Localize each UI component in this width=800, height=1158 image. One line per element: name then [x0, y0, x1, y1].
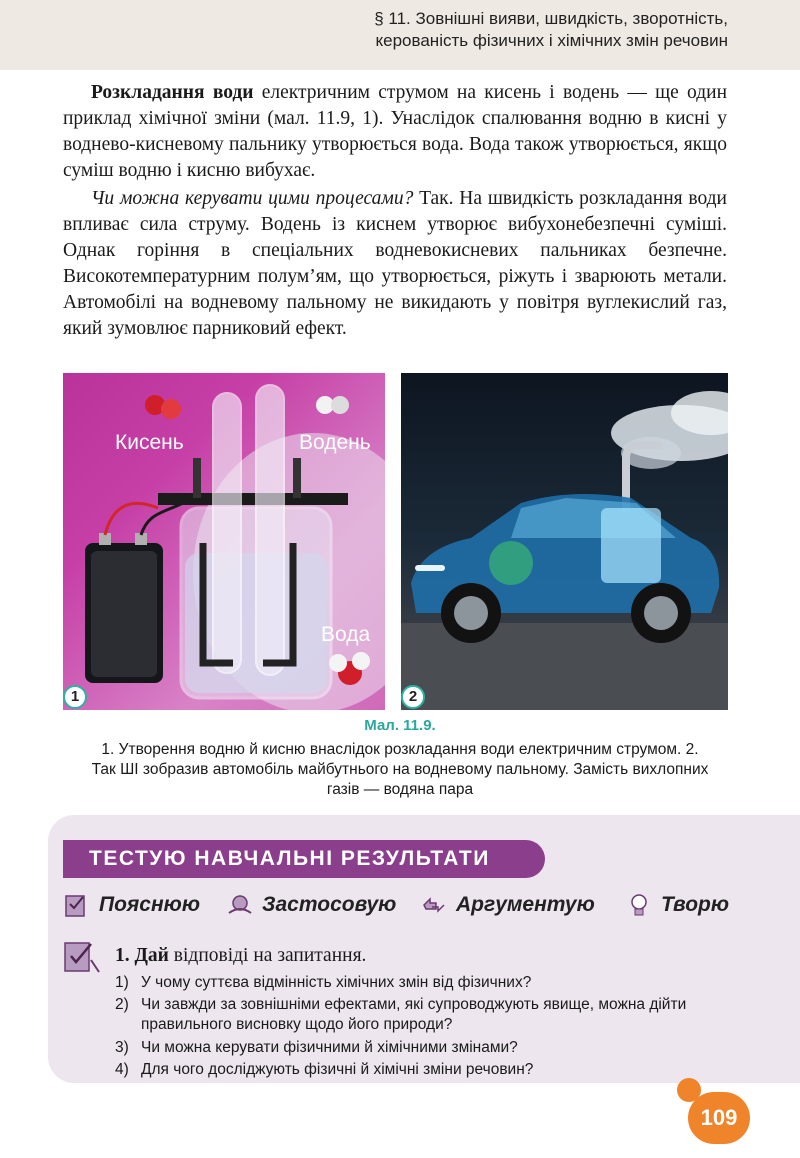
thumbs-icon [420, 891, 448, 919]
category-create [625, 890, 729, 920]
test-section-banner: ТЕСТУЮ НАВЧАЛЬНІ РЕЗУЛЬТАТИ [63, 840, 545, 878]
task-1-title-bold: 1. Дай [115, 945, 169, 966]
paragraph-control [63, 186, 727, 342]
task-1-title-rest: відповіді на запитання. [168, 945, 367, 966]
category-create-label: Творю [661, 893, 730, 916]
car-illustration [401, 373, 728, 710]
category-apply [226, 890, 396, 920]
category-apply-label: Застосовую [262, 893, 397, 916]
hands-gear-icon [226, 891, 254, 919]
paragraph-water-decomposition [63, 80, 727, 184]
paragraph2-text: Так. На швидкість розкладання води впливає сила струму. Водень із киснем утворює вибухонебезпечні суміші. Однак горіння в спеціальних водневокисневих пальниках безпечне. Високотемпературним полум’ям, що утворюється, ріжуть і зварюють метали. Автомобілі на водневому пальному не викидають у повітря вуглекислий газ, який зумовлює парниковий ефект. [63, 188, 727, 339]
category-argue [420, 890, 595, 920]
checklist-icon [63, 891, 91, 919]
section-title [374, 8, 728, 52]
question-4-text: Для чого досліджують фізичні й хімічні зміни речовин? [141, 1061, 534, 1078]
page-header [0, 0, 800, 70]
label-water: Вода [321, 623, 371, 646]
question-2-text: Чи завжди за зовнішніми ефектами, які супроводжують явище, можна дійти правильного висновку щодо його природи? [141, 996, 687, 1033]
photo-hydrogen-car [401, 373, 728, 710]
section-title-line1: § 11. Зовнішні вияви, швидкість, зворотність, [374, 9, 728, 28]
category-explain-label: Пояснюю [99, 893, 200, 916]
section-title-line2: керованість фізичних і хімічних змін речовин [375, 31, 728, 50]
question-4-number: 4) [115, 1061, 129, 1078]
label-hydrogen: Водень [299, 431, 371, 454]
figure-badge-1: 1 [63, 685, 87, 709]
label-oxygen: Кисень [115, 431, 184, 454]
category-explain [63, 890, 200, 920]
figure-caption-text: 1. Утворення водню й кисню внаслідок розкладання води електричним струмом. 2. Так ШІ зобразив автомобіль майбутнього на водневому пальному. Замість вихлопних газів — водяна пара [91, 741, 709, 798]
question-control: Чи можна керувати цими процесами? [91, 188, 414, 209]
paragraph1-text: електричним струмом на кисень і водень — ще один приклад хімічної зміни (мал. 11.9, 1). Унаслідок спалювання водню в кисні у воднево-кисневому пальнику утворюється вода. Вода також утворюється, якщо суміш водню і кисню вибухає. [63, 82, 728, 181]
question-3-number: 3) [115, 1039, 129, 1056]
checklist-icon-large [63, 940, 101, 976]
page-number: 109 [688, 1092, 750, 1144]
question-3-text: Чи можна керувати фізичними й хімічними змінами? [141, 1039, 518, 1056]
figure-badge-2: 2 [401, 685, 425, 709]
question-2-number: 2) [115, 996, 129, 1013]
figure-caption-title: Мал. 11.9. [364, 717, 436, 734]
electrolysis-illustration [63, 373, 385, 710]
question-1-text: У чому суттєва відмінність хімічних змін від фізичних? [141, 974, 532, 991]
lightbulb-icon [625, 891, 653, 919]
photo-electrolysis [63, 373, 385, 710]
term-water-decomposition: Розкладання води [91, 82, 254, 103]
category-argue-label: Аргументую [456, 893, 595, 916]
question-1-number: 1) [115, 974, 129, 991]
task-1-title [115, 944, 366, 968]
